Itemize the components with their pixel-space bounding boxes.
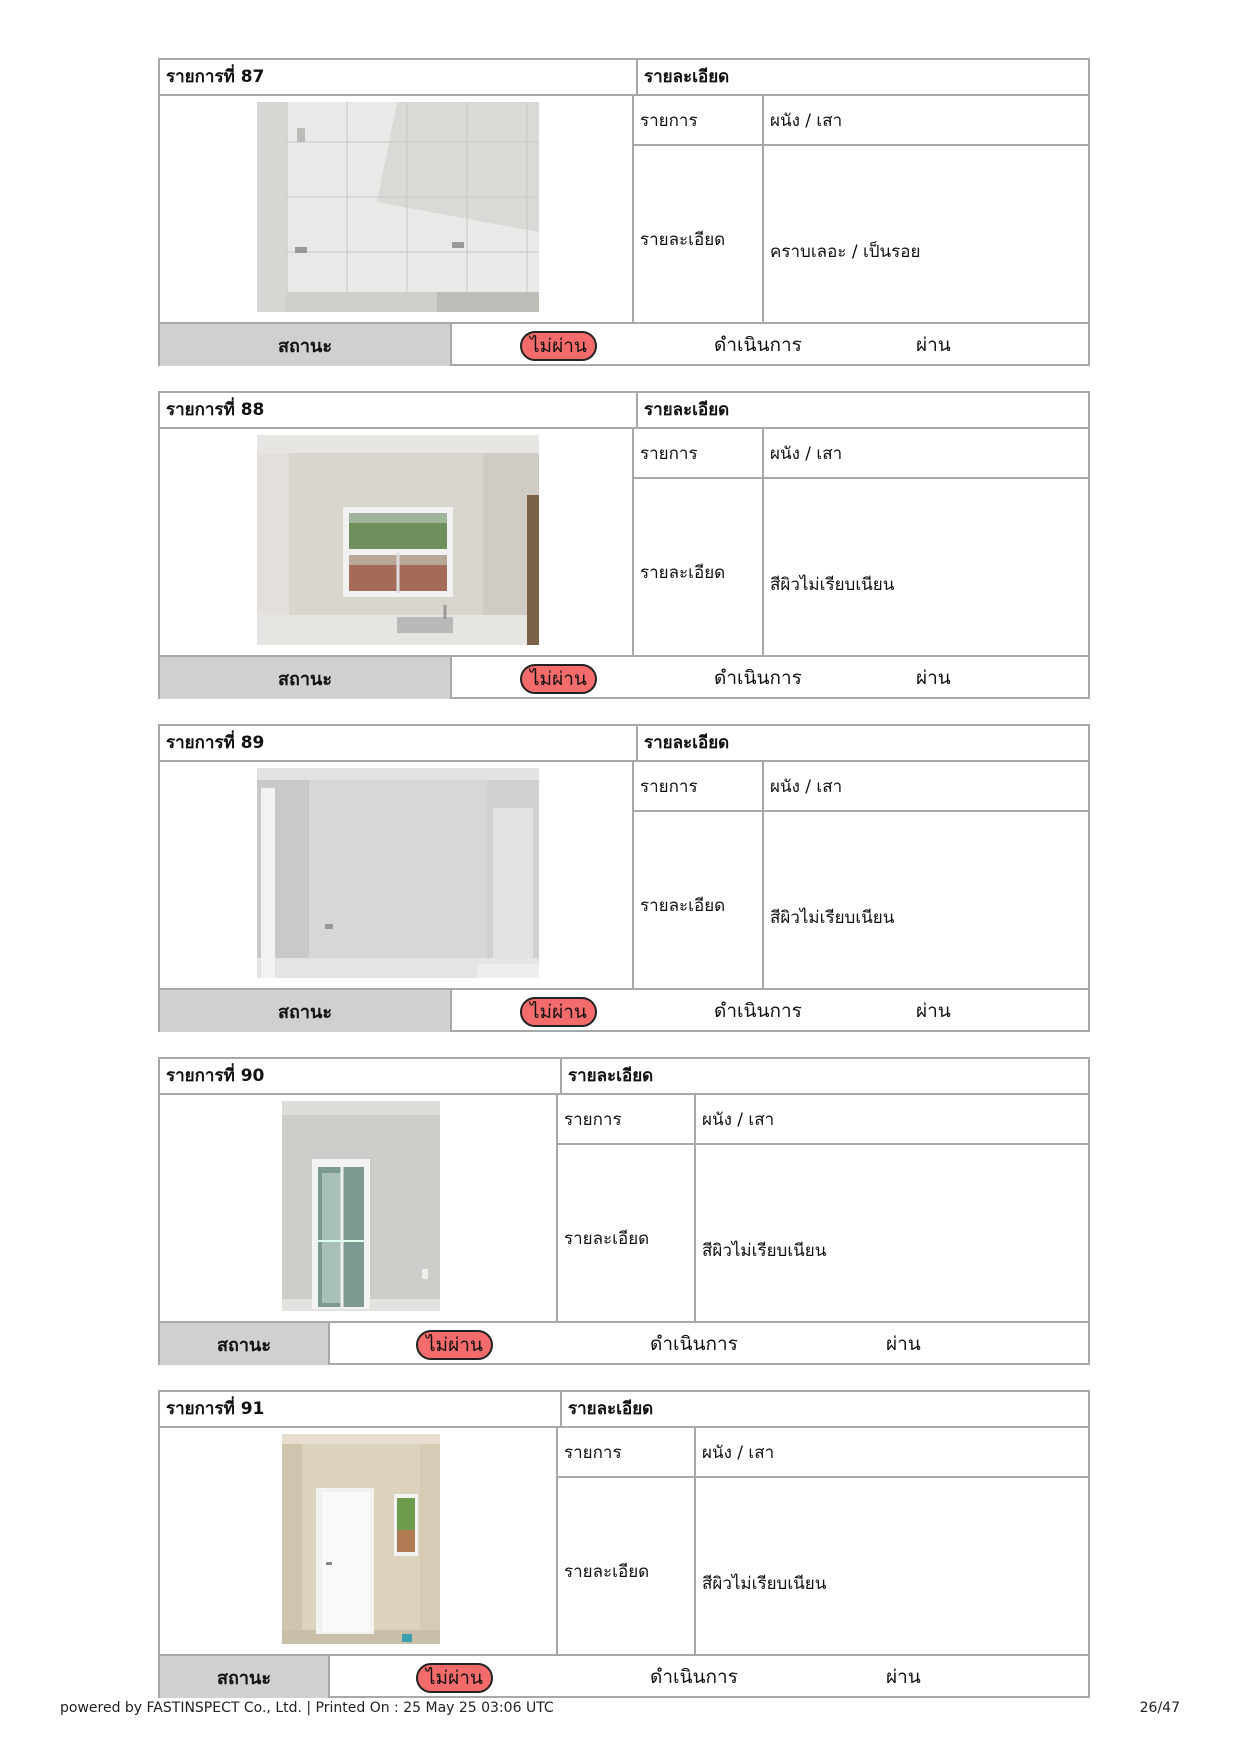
item-value: ผนัง / เสา <box>762 96 1088 144</box>
status-pass-option[interactable]: ผ่าน <box>886 1333 921 1355</box>
status-pass-option[interactable]: ผ่าน <box>916 334 951 356</box>
inspection-photo[interactable] <box>282 1101 440 1311</box>
detail-table <box>632 762 1088 988</box>
status-in-progress-option[interactable]: ดำเนินการ <box>650 1666 738 1688</box>
detail-table <box>632 96 1088 322</box>
card-header <box>160 1059 1088 1095</box>
status-pass-option[interactable]: ผ่าน <box>916 1000 951 1022</box>
detail-value: สีผิวไม่เรียบเนียน <box>762 479 1088 655</box>
status-label: สถานะ <box>160 324 452 366</box>
item-number: รายการที่ 90 <box>166 1066 265 1086</box>
status-in-progress-option[interactable]: ดำเนินการ <box>714 334 802 356</box>
detail-value: สีผิวไม่เรียบเนียน <box>762 812 1088 988</box>
inspection-card <box>158 391 1090 699</box>
status-label: สถานะ <box>160 1323 330 1365</box>
status-label: สถานะ <box>160 657 452 699</box>
status-fail-badge[interactable]: ไม่ผ่าน <box>520 331 597 361</box>
detail-header: รายละเอียด <box>636 60 1088 94</box>
detail-header: รายละเอียด <box>560 1392 1088 1426</box>
detail-label: รายละเอียด <box>564 1562 650 1582</box>
inspection-photo[interactable] <box>257 768 539 978</box>
status-row <box>160 1654 1088 1698</box>
detail-header: รายละเอียด <box>636 393 1088 427</box>
detail-value: สีผิวไม่เรียบเนียน <box>694 1145 1088 1321</box>
detail-label: รายละเอียด <box>640 563 726 583</box>
page-number: 26/47 <box>1139 1700 1180 1716</box>
status-in-progress-option[interactable]: ดำเนินการ <box>650 1333 738 1355</box>
detail-table <box>632 429 1088 655</box>
status-fail-badge[interactable]: ไม่ผ่าน <box>520 997 597 1027</box>
item-label: รายการ <box>564 1109 622 1130</box>
card-header <box>160 60 1088 96</box>
detail-value: สีผิวไม่เรียบเนียน <box>694 1478 1088 1654</box>
item-number: รายการที่ 91 <box>166 1399 265 1419</box>
photo-cell <box>160 96 636 322</box>
detail-header: รายละเอียด <box>560 1059 1088 1093</box>
item-value: ผนัง / เสา <box>762 762 1088 810</box>
item-value: ผนัง / เสา <box>762 429 1088 477</box>
footer-powered-by: powered by FASTINSPECT Co., Ltd. | Printed On : 25 May 25 03:06 UTC <box>60 1700 554 1716</box>
status-pass-option[interactable]: ผ่าน <box>916 667 951 689</box>
photo-cell <box>160 1428 560 1654</box>
status-fail-badge[interactable]: ไม่ผ่าน <box>416 1663 493 1693</box>
item-number: รายการที่ 87 <box>166 67 265 87</box>
photo-cell <box>160 429 636 655</box>
item-value: ผนัง / เสา <box>694 1095 1088 1143</box>
detail-header: รายละเอียด <box>636 726 1088 760</box>
status-label: สถานะ <box>160 1656 330 1698</box>
status-row <box>160 655 1088 699</box>
inspection-card <box>158 724 1090 1032</box>
status-in-progress-option[interactable]: ดำเนินการ <box>714 667 802 689</box>
inspection-photo[interactable] <box>257 102 539 312</box>
inspection-card <box>158 58 1090 366</box>
item-number: รายการที่ 88 <box>166 400 265 420</box>
status-pass-option[interactable]: ผ่าน <box>886 1666 921 1688</box>
item-label: รายการ <box>564 1442 622 1463</box>
status-row <box>160 322 1088 366</box>
item-label: รายการ <box>640 776 698 797</box>
photo-cell <box>160 762 636 988</box>
card-header <box>160 726 1088 762</box>
detail-table <box>556 1428 1088 1654</box>
detail-value: คราบเลอะ / เป็นรอย <box>762 146 1088 322</box>
item-label: รายการ <box>640 443 698 464</box>
status-label: สถานะ <box>160 990 452 1032</box>
inspection-card <box>158 1057 1090 1365</box>
card-header <box>160 393 1088 429</box>
inspection-photo[interactable] <box>257 435 539 645</box>
status-in-progress-option[interactable]: ดำเนินการ <box>714 1000 802 1022</box>
status-row <box>160 1321 1088 1365</box>
inspection-card <box>158 1390 1090 1698</box>
item-number: รายการที่ 89 <box>166 733 265 753</box>
detail-label: รายละเอียด <box>564 1229 650 1249</box>
inspection-photo[interactable] <box>282 1434 440 1644</box>
card-header <box>160 1392 1088 1428</box>
status-fail-badge[interactable]: ไม่ผ่าน <box>520 664 597 694</box>
detail-label: รายละเอียด <box>640 230 726 250</box>
item-label: รายการ <box>640 110 698 131</box>
status-row <box>160 988 1088 1032</box>
status-fail-badge[interactable]: ไม่ผ่าน <box>416 1330 493 1360</box>
photo-cell <box>160 1095 560 1321</box>
detail-label: รายละเอียด <box>640 896 726 916</box>
detail-table <box>556 1095 1088 1321</box>
item-value: ผนัง / เสา <box>694 1428 1088 1476</box>
